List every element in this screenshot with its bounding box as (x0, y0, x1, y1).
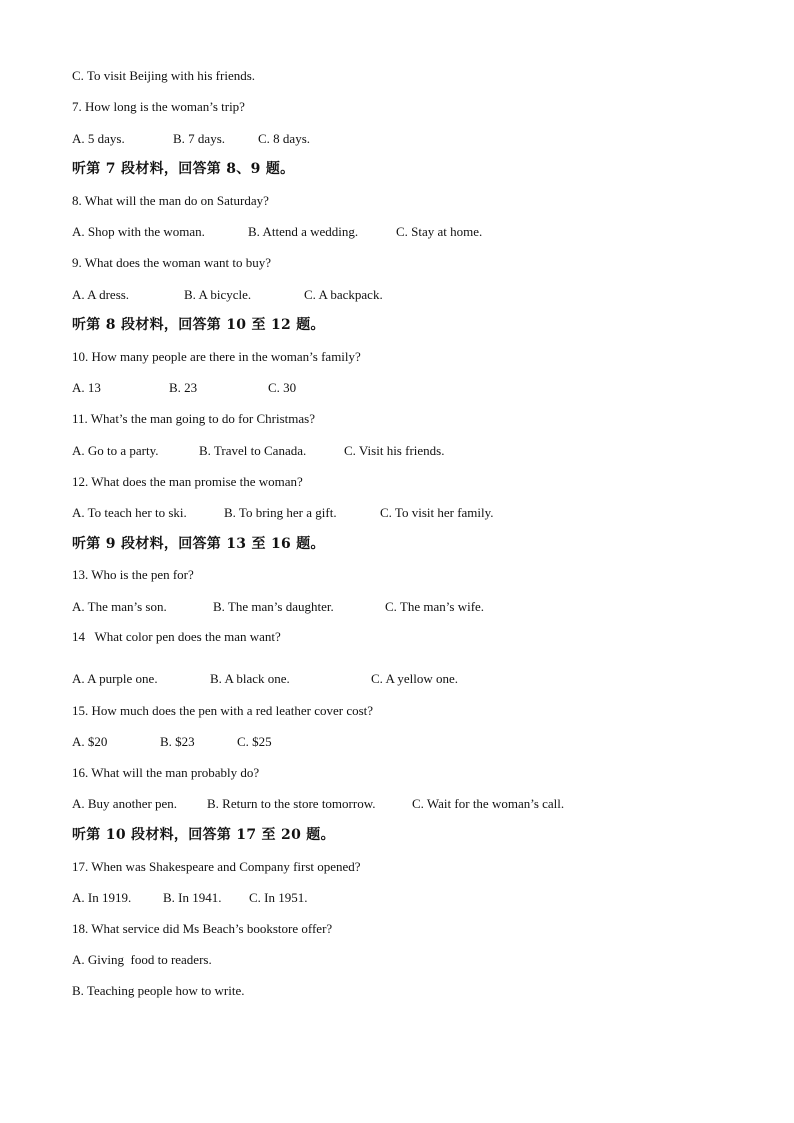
option-c: C. To visit her family. (380, 505, 494, 520)
option-a: A. A purple one. (72, 671, 158, 686)
option-c: C. Stay at home. (396, 224, 483, 239)
heading-text: 听第 9 段材料，回答第 13 至 16 题。 (72, 536, 325, 552)
heading-text: 听第 8 段材料，回答第 10 至 12 题。 (72, 317, 325, 333)
question-text: 14 What color pen does the man want? (72, 629, 281, 644)
option-a: A. Buy another pen. (72, 796, 178, 811)
question-text: 11. What’s the man going to do for Christmas? (72, 411, 315, 426)
question-line (72, 566, 194, 584)
question-line (72, 920, 332, 938)
option-a: A. Go to a party. (72, 443, 159, 458)
option-b: B. $23 (160, 734, 195, 749)
question-line (72, 858, 361, 876)
question-line (72, 98, 245, 116)
question-line (72, 348, 361, 366)
option-c: C. 8 days. (258, 131, 310, 146)
question-text: 17. When was Shakespeare and Company first opened? (72, 859, 361, 874)
section-heading (72, 316, 325, 334)
option-c: C. A backpack. (304, 287, 383, 302)
option-c: C. The man’s wife. (385, 599, 485, 614)
question-line (72, 254, 271, 272)
question-line (72, 473, 303, 491)
option-a: A. 13 (72, 380, 101, 395)
section-heading (72, 160, 294, 178)
option-a: A. A dress. (72, 287, 130, 302)
option-b: B. Attend a wedding. (248, 224, 359, 239)
option-a: A. 5 days. (72, 131, 125, 146)
question-text: 7. How long is the woman’s trip? (72, 99, 245, 114)
question-text: 8. What will the man do on Saturday? (72, 193, 269, 208)
heading-text: 听第 10 段材料，回答第 17 至 20 题。 (72, 827, 335, 843)
option-b: B. In 1941. (163, 890, 222, 905)
option-a: A. In 1919. (72, 890, 132, 905)
option-text: B. Teaching people how to write. (72, 983, 245, 998)
option-c: C. In 1951. (249, 890, 308, 905)
option-c: C. A yellow one. (371, 671, 459, 686)
option-c: C. Visit his friends. (344, 443, 445, 458)
option-line (72, 67, 255, 85)
option-a: A. To teach her to ski. (72, 505, 187, 520)
question-text: 15. How much does the pen with a red leather cover cost? (72, 703, 374, 718)
option-a: A. $20 (72, 734, 108, 749)
option-c: C. $25 (237, 734, 272, 749)
heading-text: 听第 7 段材料，回答第 8、9 题。 (72, 161, 295, 177)
question-line (72, 702, 373, 720)
option-b: B. To bring her a gift. (224, 505, 337, 520)
option-b: B. Return to the store tomorrow. (207, 796, 376, 811)
option-text: C. To visit Beijing with his friends. (72, 68, 256, 83)
option-text: A. Giving food to readers. (72, 952, 212, 967)
section-heading (72, 535, 325, 553)
question-text: 12. What does the man promise the woman? (72, 474, 303, 489)
question-line (72, 628, 281, 646)
section-heading (72, 826, 335, 844)
question-text: 13. Who is the pen for? (72, 567, 194, 582)
question-line (72, 410, 315, 428)
option-line (72, 951, 212, 969)
question-text: 9. What does the woman want to buy? (72, 255, 272, 270)
option-b: B. Travel to Canada. (199, 443, 307, 458)
option-c: C. Wait for the woman’s call. (412, 796, 565, 811)
option-b: B. 7 days. (173, 131, 225, 146)
question-text: 18. What service did Ms Beach’s bookstore offer? (72, 921, 333, 936)
option-a: A. Shop with the woman. (72, 224, 205, 239)
option-b: B. A black one. (210, 671, 290, 686)
option-b: B. 23 (169, 380, 198, 395)
option-line (72, 982, 245, 1000)
question-line (72, 764, 259, 782)
question-text: 10. How many people are there in the woman’s family? (72, 349, 361, 364)
option-b: B. A bicycle. (184, 287, 252, 302)
option-a: A. The man’s son. (72, 599, 167, 614)
option-b: B. The man’s daughter. (213, 599, 334, 614)
option-c: C. 30 (268, 380, 297, 395)
question-line (72, 192, 269, 210)
question-text: 16. What will the man probably do? (72, 765, 260, 780)
